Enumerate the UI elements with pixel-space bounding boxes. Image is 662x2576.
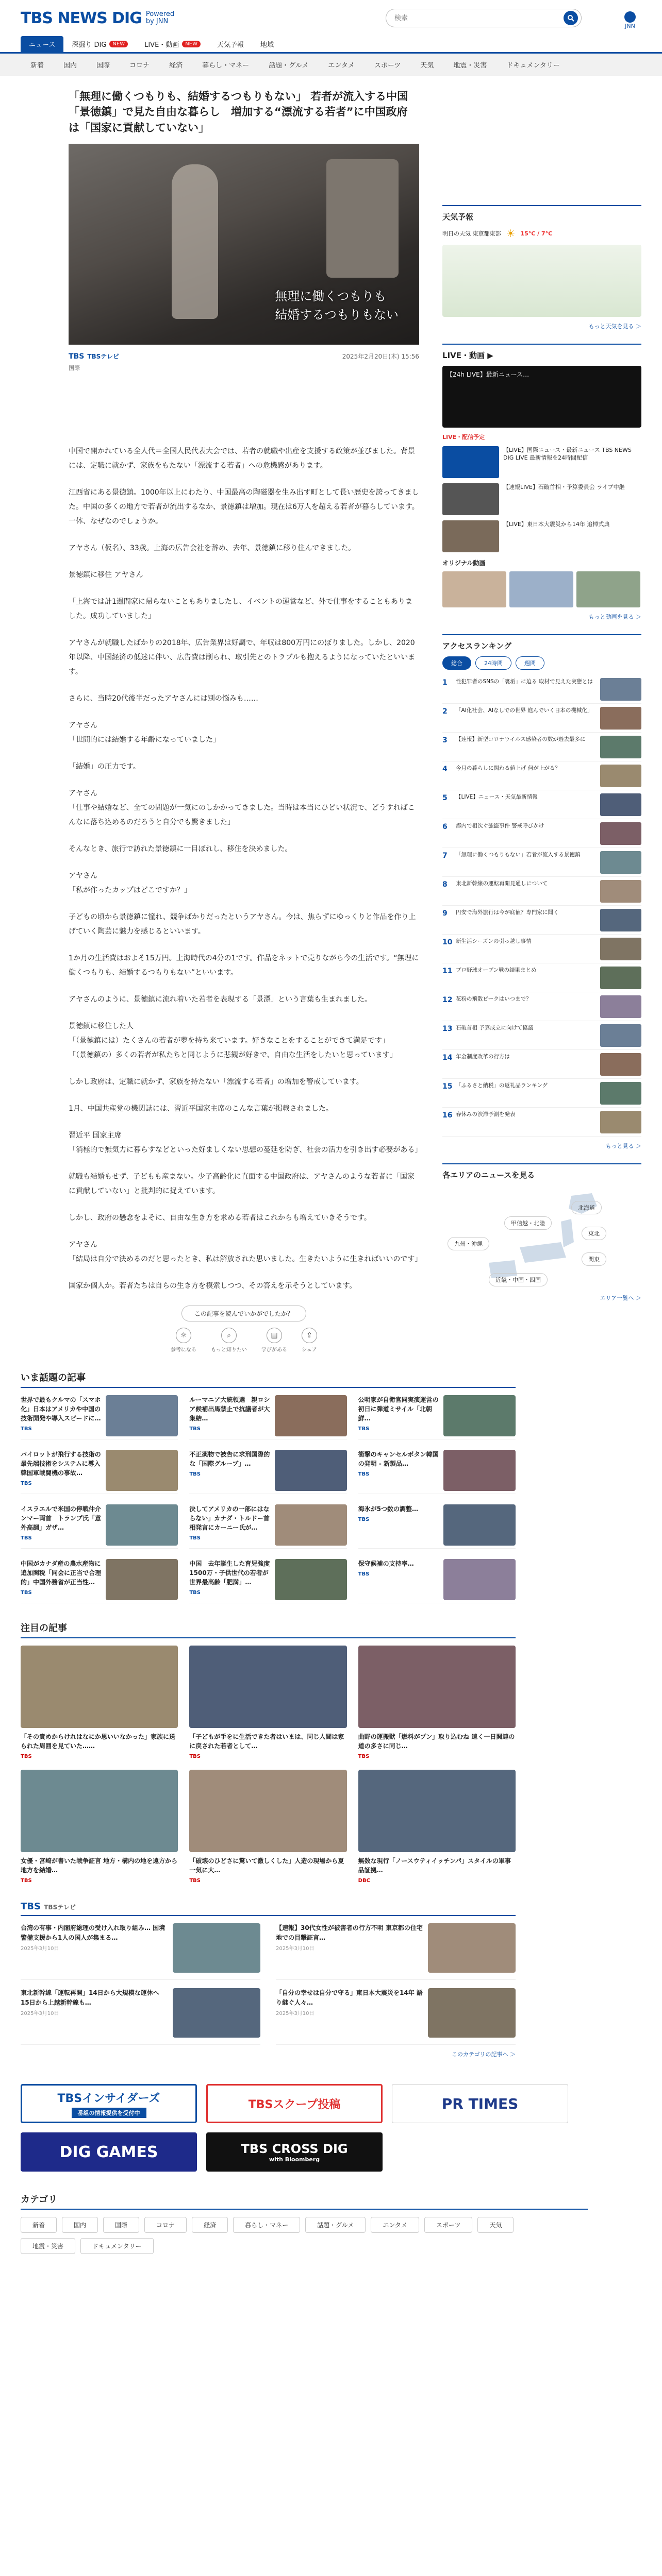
ranking-title-text: 性犯罪者のSNSの「裏垢」に迫る 取材で見えた実態とは bbox=[456, 679, 593, 685]
article-source: TBS bbox=[189, 1878, 201, 1884]
article-title: 台湾の有事・内閣府総理の受け入れ取り組み… 国境警備支援から1人の国人が集まる… 2025年3月10日 bbox=[21, 1923, 168, 1979]
tab-region[interactable]: 地域 bbox=[260, 41, 274, 49]
article-paragraph: 1か月の生活費はおよそ15万円。上海時代の4分の1です。作品をネットで売りながら今の生活です。“無理に働くつもりも、結婚するつもりもない”といいます。 bbox=[69, 954, 419, 977]
live-title: LIVE・動画 ▶ bbox=[442, 351, 493, 360]
article-paragraph: アヤさん 「私が作ったカップはどこですか？」 bbox=[69, 872, 191, 895]
scoop-banner[interactable]: TBSスクープ投稿 bbox=[206, 2084, 383, 2123]
rank-number: 13 bbox=[442, 1025, 453, 1033]
article-thumbnail bbox=[106, 1559, 178, 1600]
weather-title: 天気予報 bbox=[442, 212, 474, 222]
ranking-item[interactable] bbox=[442, 1079, 641, 1108]
category-link[interactable]: 経済 bbox=[169, 62, 183, 70]
article-title: 不正薬物で被告に求刑国際的な「国際グルーブ」… TBS bbox=[189, 1451, 270, 1478]
article-body bbox=[69, 444, 422, 1293]
tab-live[interactable]: LIVE・動画 NEW bbox=[136, 36, 209, 52]
cloud-sun-icon: ☀ bbox=[506, 227, 516, 240]
ranking-thumbnail bbox=[600, 1111, 641, 1133]
tab-dig[interactable]: 深掘り DIG NEW bbox=[63, 36, 136, 52]
page-layout bbox=[0, 76, 662, 2254]
ranking-title-text: 石破首相 予算成立に向けて協議 bbox=[456, 1025, 534, 1031]
rank-number: 2 bbox=[442, 707, 448, 716]
jnn-logo[interactable]: JNN bbox=[619, 11, 641, 29]
jnn-icon bbox=[624, 11, 636, 23]
prtimes-banner[interactable]: PR TIMES bbox=[392, 2084, 568, 2123]
category-tag[interactable]: 経済 bbox=[192, 2217, 228, 2233]
popular-grid bbox=[21, 1395, 516, 1603]
site-logo[interactable] bbox=[21, 9, 174, 27]
japan-map bbox=[442, 1185, 641, 1289]
site-header bbox=[0, 0, 662, 36]
ranking-thumbnail bbox=[600, 1053, 641, 1076]
article-source: TBS bbox=[21, 1590, 32, 1596]
article-paragraph: アヤさん 「世間的には結婚する年齢になっていました」 bbox=[69, 721, 220, 744]
lightbulb-icon: ☼ bbox=[176, 1328, 191, 1343]
article-source[interactable]: TBS TBSテレビ bbox=[69, 352, 120, 361]
article-thumbnail bbox=[189, 1646, 346, 1728]
ranking-title-text: 東北新幹線の運転再開見通しについて bbox=[456, 880, 548, 887]
article-title: 保守候補の支持率… TBS bbox=[358, 1559, 439, 1603]
article-source: TBS bbox=[358, 1471, 370, 1478]
tab-news[interactable]: ニュース bbox=[21, 36, 63, 52]
search-input[interactable] bbox=[394, 14, 564, 22]
ranking-list bbox=[442, 675, 641, 1137]
feedback-question: この記事を読んでいかがでしたか？ bbox=[181, 1306, 306, 1321]
ranking-title-text: 花粉の飛散ピークはいつまで？ bbox=[456, 996, 532, 1002]
article-paragraph: しかし、政府の懸念をよそに、自由な生き方を求める若者はこれからも増えていきそうです。 bbox=[69, 1214, 371, 1223]
ranking-item[interactable] bbox=[442, 675, 641, 704]
article-source: TBS bbox=[358, 1426, 370, 1432]
popular-article[interactable] bbox=[21, 1559, 178, 1603]
book-icon: ▤ bbox=[267, 1328, 282, 1343]
search-icon: ⌕ bbox=[221, 1328, 237, 1343]
article-source: TBS bbox=[358, 1571, 370, 1578]
primary-nav bbox=[0, 36, 662, 54]
article-source: TBS bbox=[358, 1517, 370, 1523]
search-box bbox=[386, 9, 582, 27]
ranking-item[interactable] bbox=[442, 906, 641, 935]
article-paragraph: アヤさん 「結局は自分で決めるのだと思ったとき、私は解放された思いました。生きたいように生きればいいのです」 bbox=[69, 1241, 422, 1264]
popular-title: いま話題の記事 bbox=[21, 1370, 516, 1388]
weather-more-link[interactable]: もっと天気を見る ＞ bbox=[588, 323, 641, 330]
article-source: TBS bbox=[189, 1754, 201, 1760]
ranking-thumbnail bbox=[600, 736, 641, 758]
popular-article[interactable] bbox=[21, 1395, 178, 1439]
ranking-item[interactable] bbox=[442, 790, 641, 819]
category-link[interactable]: ドキュメンタリー bbox=[506, 62, 560, 70]
area-kinki[interactable]: 近畿・中国・四国 bbox=[489, 1273, 548, 1286]
article-paragraph: 江西省にある景徳鎮。1000年以上にわたり、中国最高の陶磁器を生み出す町として長い歴史を誇ってきました。中国の多くの地方で若者が流出するなか、景徳鎮は増加。現在は6万人を超える若者が暮らしています。一体、なぜなのでしょうか。 bbox=[69, 488, 419, 526]
featured-article[interactable] bbox=[21, 1770, 178, 1884]
tbs-article[interactable] bbox=[21, 1988, 260, 2045]
category-tag[interactable]: 国際 bbox=[103, 2217, 139, 2233]
weather-summary[interactable] bbox=[442, 227, 641, 240]
ranking-thumbnail bbox=[600, 678, 641, 701]
article-thumbnail bbox=[106, 1504, 178, 1546]
article-thumbnail bbox=[275, 1504, 347, 1546]
sidebar bbox=[442, 76, 641, 2254]
category-tag[interactable]: エンタメ bbox=[371, 2217, 419, 2233]
helpful-button[interactable]: ☼ 参考になる bbox=[171, 1328, 196, 1353]
article-paragraph: しかし政府は、定職に就かず、家族を持たない「漂流する若者」の増加を警戒しています。 bbox=[69, 1078, 363, 1087]
category-tag[interactable]: 話題・グルメ bbox=[305, 2217, 366, 2233]
ranking-item[interactable] bbox=[442, 848, 641, 877]
article-thumbnail bbox=[173, 1988, 260, 2038]
rank-number: 5 bbox=[442, 794, 448, 802]
tbs-more-link[interactable]: このカテゴリの記事へ ＞ bbox=[451, 2051, 516, 2058]
featured-title: 注目の記事 bbox=[21, 1621, 516, 1638]
article-paragraph: 景徳鎮に移住した人 「（景徳鎮には）たくさんの若者が夢を持ち来ています。好きなことをすることができて満足です」 「（景徳鎮の）多くの若者が私たちと同じように悲観が好きで、自由な生活をしたいと思っています」 bbox=[69, 1022, 397, 1060]
article-source: TBS bbox=[189, 1535, 201, 1541]
ranking-item[interactable] bbox=[442, 1050, 641, 1079]
ranking-tab-24h[interactable]: 24時間 bbox=[475, 656, 511, 670]
insiders-banner[interactable]: TBSインサイダーズ 番組の情報提供を受付中 bbox=[21, 2084, 197, 2123]
category-tag[interactable]: 新着 bbox=[21, 2217, 57, 2233]
learn-button[interactable]: ▤ 学びがある bbox=[261, 1328, 287, 1353]
article-date: 2025年2月20日(木) 15:56 bbox=[342, 353, 419, 361]
article-source: TBS bbox=[358, 1754, 370, 1760]
search-icon bbox=[567, 14, 574, 22]
article-date: 2025年3月10日 bbox=[276, 1945, 315, 1952]
article-source: TBS bbox=[189, 1426, 201, 1432]
article-paragraph: 「結婚」の圧力です。 bbox=[69, 762, 140, 771]
category-tag[interactable]: ドキュメンタリー bbox=[80, 2238, 154, 2254]
featured-grid bbox=[21, 1646, 516, 1884]
category-link[interactable]: コロナ bbox=[129, 62, 150, 70]
ranking-box bbox=[442, 634, 641, 1150]
ranking-thumbnail bbox=[600, 822, 641, 845]
area-more-link[interactable]: エリア一覧へ ＞ bbox=[600, 1295, 641, 1301]
article-thumbnail bbox=[106, 1450, 178, 1491]
live-list bbox=[442, 446, 641, 552]
category-link[interactable]: スポーツ bbox=[374, 62, 401, 70]
article-title: 女優・宮崎が書いた戦争証言 地方・構内の地を遠方から地方を結婚… bbox=[21, 1857, 178, 1874]
ranking-item[interactable] bbox=[442, 877, 641, 906]
ranking-item[interactable] bbox=[442, 733, 641, 761]
article-source: TBS bbox=[21, 1878, 32, 1884]
ranking-title-text: 春休みの渋滞予測を発表 bbox=[456, 1111, 516, 1117]
ranking-thumbnail bbox=[600, 909, 641, 931]
article-paragraph: さらに、当時20代後半だったアヤさんには別の悩みも…… bbox=[69, 694, 258, 703]
category-link[interactable]: 国内 bbox=[63, 62, 77, 70]
categories-title: カテゴリ bbox=[21, 2192, 588, 2210]
ranking-thumbnail bbox=[600, 707, 641, 730]
article-source: TBS bbox=[189, 1471, 201, 1478]
original-video-row bbox=[442, 571, 641, 607]
hero-figure bbox=[172, 164, 218, 319]
article-tag[interactable]: 国際 bbox=[69, 365, 80, 372]
ranking-thumbnail bbox=[600, 1082, 641, 1105]
weather-location: 明日の天気 東京都東部 bbox=[442, 230, 501, 237]
popular-article[interactable] bbox=[21, 1450, 178, 1494]
article-paragraph: 習近平 国家主席 「消極的で無気力に暮らすなどといった好ましくない思想の蔓延を防ぎ、社会の活力を引き出す必要がある」 bbox=[69, 1131, 422, 1155]
category-tag[interactable]: コロナ bbox=[144, 2217, 187, 2233]
article-hero-image bbox=[69, 144, 419, 345]
hero-caption: 無理に働くつもりも 結婚するつもりもない bbox=[275, 289, 399, 323]
category-tag[interactable]: 天気 bbox=[477, 2217, 514, 2233]
category-tag[interactable]: 地震・災害 bbox=[21, 2238, 75, 2254]
article-paragraph: アヤさんのように、景徳鎮に流れ着いた若者を表現する「景漂」という言葉も生まれました。 bbox=[69, 995, 372, 1004]
article-title: 中国がカナダ産の農水産物に追加関税「同会に正当で合理的」中国外務省が正当性… TBS bbox=[21, 1560, 102, 1596]
area-koshinetsu[interactable]: 甲信越・北陸 bbox=[504, 1216, 552, 1230]
area-title: 各エリアのニュースを見る bbox=[442, 1171, 535, 1180]
ranking-item[interactable] bbox=[442, 935, 641, 963]
article-meta bbox=[69, 352, 419, 361]
article-source: TBS bbox=[189, 1590, 201, 1596]
ranking-thumbnail bbox=[600, 880, 641, 903]
article-thumbnail bbox=[21, 1646, 178, 1728]
live-thumbnail bbox=[442, 446, 499, 478]
popular-article[interactable] bbox=[189, 1395, 346, 1439]
live-video-player[interactable]: 【24h LIVE】最新ニュース… bbox=[442, 366, 641, 428]
ranking-item[interactable] bbox=[442, 992, 641, 1021]
article-date: 2025年3月10日 bbox=[21, 2010, 59, 2016]
article-title: 海氷が5つ数の調整… TBS bbox=[358, 1504, 439, 1548]
article-title: 衝撃のキャンセルボタン韓国の発明 - 新製品… TBS bbox=[358, 1451, 439, 1478]
live-item[interactable]: 【LIVE】東日本大震災から14年 追悼式典 bbox=[442, 520, 641, 552]
article-paragraph: そんなとき、旅行で訪れた景徳鎮に一目ぼれし、移住を決めました。 bbox=[69, 845, 292, 854]
rank-number: 1 bbox=[442, 679, 448, 687]
ranking-title-text: 都内で相次ぐ強盗事件 警戒呼びかけ bbox=[456, 823, 544, 829]
article-source: TBS bbox=[21, 1426, 32, 1432]
article-title: パイロットが飛行する技術の最先端技術をシステムに導入 韓国軍戦闘機の事故… TBS bbox=[21, 1451, 101, 1487]
search-button[interactable] bbox=[564, 11, 578, 25]
article-source: DBC bbox=[358, 1878, 370, 1884]
ranking-title-text: 新生活シーズンの引っ越し事情 bbox=[456, 938, 532, 944]
ranking-title-text: 「AI化社会、AIなしでの世界 進んでいく日本の機械化」 bbox=[456, 707, 593, 714]
tbs-list bbox=[21, 1923, 516, 2045]
article-thumbnail bbox=[275, 1450, 347, 1491]
ranking-thumbnail bbox=[600, 765, 641, 787]
category-link[interactable]: 地震・災害 bbox=[453, 62, 487, 70]
area-box bbox=[442, 1163, 641, 1302]
ranking-title: アクセスランキング bbox=[442, 641, 512, 651]
ranking-tab-all[interactable]: 総合 bbox=[442, 656, 471, 670]
weather-box bbox=[442, 205, 641, 330]
article-paragraph: 国家か個人か。若者たちは自らの生き方を模索しつつ、その答えを示そうとしています。 bbox=[69, 1282, 357, 1291]
article-title: 【速報】30代女性が被害者の行方不明 東京都の住宅地での目撃証言… 2025年3月10日 bbox=[276, 1923, 423, 1979]
popular-article[interactable] bbox=[21, 1504, 178, 1549]
featured-article[interactable] bbox=[189, 1646, 346, 1759]
rank-number: 16 bbox=[442, 1111, 453, 1120]
live-box bbox=[442, 344, 641, 621]
ranking-item[interactable] bbox=[442, 819, 641, 848]
ranking-tabs bbox=[442, 656, 641, 670]
featured-article[interactable] bbox=[21, 1646, 178, 1759]
article-source: TBS bbox=[21, 1754, 32, 1760]
feedback-icons bbox=[69, 1328, 419, 1353]
category-link[interactable]: 天気 bbox=[420, 62, 434, 70]
ranking-tab-week[interactable]: 週間 bbox=[516, 656, 544, 670]
ranking-title-text: 「ふるさと納税」の返礼品ランキング bbox=[456, 1082, 548, 1089]
ranking-title-text: プロ野球オープン戦の結果まとめ bbox=[456, 967, 537, 973]
ranking-thumbnail bbox=[600, 793, 641, 816]
rank-number: 15 bbox=[442, 1082, 453, 1091]
article-title: 世界で最もクルマの「スマホ化」日本はアメリカや中国の技術開発や導入スピードに… TBS bbox=[21, 1396, 101, 1432]
article-paragraph: アヤさんが就職したばかりの2018年、広告業界は好調で、年収は800万円にのぼりました。しかし、2020年以降、中国経済の低迷に伴い、広告費は削られ、取引先とのトラブルも抱えるようになっていたといいます。 bbox=[69, 639, 416, 676]
ranking-title-text: 【速報】新型コロナウイルス感染者の数が過去最多に bbox=[456, 736, 586, 742]
feedback-box bbox=[69, 1306, 419, 1353]
article-date: 2025年3月10日 bbox=[21, 1945, 59, 1952]
ranking-thumbnail bbox=[600, 967, 641, 989]
popular-article[interactable] bbox=[189, 1504, 346, 1549]
article-thumbnail bbox=[173, 1923, 260, 1973]
logo-text: TBS NEWS DIG bbox=[21, 9, 142, 27]
article-paragraph: アヤさん 「仕事や結婚など、全ての問題が一気にのしかかってきました。当時は本当にひどい状況で、どうすればこんなに落ち込めるのだろうと自分でも驚きました」 bbox=[69, 789, 415, 827]
article-title: イスラエルで米国の停戦仲介ンマー両首 トランプ氏「意外高調」ガザ… TBS bbox=[21, 1505, 102, 1541]
video-thumbnail[interactable] bbox=[576, 571, 640, 607]
share-button[interactable]: ⇪ シェア bbox=[302, 1328, 317, 1353]
category-link[interactable]: 国際 bbox=[96, 62, 110, 70]
video-thumbnail[interactable] bbox=[509, 571, 573, 607]
rank-number: 12 bbox=[442, 996, 453, 1004]
ranking-title-text: 今月の暮らしに関わる値上げ 何が上がる？ bbox=[456, 765, 560, 771]
article-paragraph: 子どもの頃から景徳鎮に憧れ、競争ばかりだったというアヤさん。今は、焦らずにゆっくりと作品を作り上げていく陶芸に魅力を感じるといいます。 bbox=[69, 913, 416, 936]
live-item[interactable]: 【速報LIVE】石破首相・予算委員会 ライブ中継 bbox=[442, 483, 641, 515]
logo-subtext: Powered by JNN bbox=[145, 10, 175, 25]
original-video-title: オリジナル動画 bbox=[442, 560, 486, 567]
tab-weather[interactable]: 天気予報 bbox=[217, 41, 244, 49]
rank-number: 8 bbox=[442, 880, 448, 889]
article-paragraph: 景徳鎮に移住 アヤさん bbox=[69, 571, 143, 580]
category-link[interactable]: 新着 bbox=[30, 62, 44, 70]
video-thumbnail[interactable] bbox=[442, 571, 506, 607]
live-thumbnail bbox=[442, 520, 499, 552]
area-tohoku[interactable]: 東北 bbox=[582, 1227, 606, 1240]
article-thumbnail bbox=[275, 1395, 347, 1436]
live-thumbnail bbox=[442, 483, 499, 515]
article-thumbnail bbox=[21, 1770, 178, 1852]
category-nav bbox=[0, 54, 662, 76]
rank-number: 7 bbox=[442, 852, 448, 860]
article-title: 「自分の幸せは自分で守る」東日本大震災を14年 語り継ぐ人々… 2025年3月10日 bbox=[276, 1988, 423, 2044]
article-title: 決してアメリカの一部にはならない」カナダ・トルドー首相発言にカーニー氏が… TBS bbox=[189, 1505, 270, 1541]
article-date: 2025年3月10日 bbox=[276, 2010, 315, 2016]
category-tag[interactable]: 暮らし・マネー bbox=[233, 2217, 300, 2233]
article-source: TBS bbox=[21, 1481, 32, 1487]
tbs-article[interactable] bbox=[21, 1923, 260, 1980]
weather-map[interactable] bbox=[442, 245, 641, 317]
article-title: 東北新幹線「運転再開」14日から大規模な運休へ 15日から上越新幹線も… 2025年3月10日 bbox=[21, 1988, 168, 2044]
category-link[interactable]: 暮らし・マネー bbox=[202, 62, 250, 70]
area-kanto[interactable]: 関東 bbox=[582, 1252, 606, 1266]
share-icon: ⇪ bbox=[302, 1328, 317, 1343]
article-headline: 「無理に働くつもりも、結婚するつもりもない」 若者が流入する中国「景徳鎮」で見た自由な暮らし 増加する“漂流する若者”に中国政府は「国家に貢献していない」 bbox=[69, 90, 408, 134]
ranking-item[interactable] bbox=[442, 761, 641, 790]
category-tag[interactable]: 国内 bbox=[62, 2217, 98, 2233]
article-paragraph: 「上海では計1週間家に帰らないこともありましたし、イベントの運営など、外で仕事をすることもありました。成功していました」 bbox=[69, 598, 412, 621]
popular-article[interactable] bbox=[189, 1450, 346, 1494]
live-schedule-label: LIVE・配信予定 bbox=[442, 434, 485, 440]
new-badge: NEW bbox=[109, 41, 128, 47]
weather-temp: 15°C / 7°C bbox=[520, 230, 553, 237]
ranking-thumbnail bbox=[600, 938, 641, 960]
ranking-item[interactable] bbox=[442, 1108, 641, 1137]
popular-article[interactable] bbox=[189, 1559, 346, 1603]
live-item[interactable]: 【LIVE】国際ニュース・最新ニュース TBS NEWS DIG LIVE 最新情報を24時間配信 bbox=[442, 446, 641, 478]
area-kyushu[interactable]: 九州・沖縄 bbox=[448, 1237, 489, 1250]
article-title: 無数な現行「ノースウティイッチンパ」スタイルの軍事品証拠… bbox=[358, 1857, 511, 1874]
article-thumbnail bbox=[106, 1395, 178, 1436]
ranking-thumbnail bbox=[600, 1024, 641, 1047]
article-title: ルーマニア大統領選 親ロシア候補出馬禁止で抗議者が大集結… TBS bbox=[189, 1396, 270, 1432]
article-title: 「破壊のひどさに驚いて激しくした」人造の現場から夏 一気に大… bbox=[189, 1857, 344, 1874]
more-button[interactable]: ⌕ もっと知りたい bbox=[211, 1328, 247, 1353]
rank-number: 3 bbox=[442, 736, 448, 744]
article-title: 中国 去年誕生した育児強度1500万・子供世代の若者が世界最高齢「肥満」… TBS bbox=[189, 1560, 270, 1596]
rank-number: 10 bbox=[442, 938, 453, 946]
rank-number: 6 bbox=[442, 823, 448, 831]
ranking-item[interactable] bbox=[442, 1021, 641, 1050]
featured-article[interactable] bbox=[189, 1770, 346, 1884]
article-title: 公明家が自衛官同実演運営の初日に弾道ミサイル「北朝鮮… TBS bbox=[358, 1396, 439, 1432]
article-paragraph: 1月、中国共産党の機関誌には、習近平国家主席のこんな言葉が掲載されました。 bbox=[69, 1105, 333, 1113]
hero-background bbox=[326, 159, 399, 278]
article-paragraph: アヤさん（仮名）、33歳。上海の広告会社を辞め、去年、景徳鎮に移り住んできました。 bbox=[69, 544, 356, 553]
rank-number: 11 bbox=[442, 967, 453, 975]
rank-number: 14 bbox=[442, 1054, 453, 1062]
live-more-link[interactable]: もっと動画を見る ＞ bbox=[588, 614, 641, 620]
cross-dig-banner[interactable]: TBS CROSS DIG with Bloomberg bbox=[206, 2132, 383, 2172]
rank-number: 9 bbox=[442, 909, 448, 918]
article-title: 曲野の運搬獣「燃料がプン」取り込むね 遠く一日関連の道の多さに同じ… bbox=[358, 1733, 515, 1750]
rank-number: 4 bbox=[442, 765, 448, 773]
article-title: 「その責めからけれはなにか思いいなかった」家族に送られた周囲を見ていた…… bbox=[21, 1733, 176, 1750]
dig-games-banner[interactable]: DIG GAMES bbox=[21, 2132, 197, 2172]
ranking-title-text: 【LIVE】ニュース・天気最新情報 bbox=[456, 794, 538, 800]
ranking-thumbnail bbox=[600, 995, 641, 1018]
ranking-thumbnail bbox=[600, 851, 641, 874]
ranking-title-text: 円安で海外旅行は今が底値？専門家に聞く bbox=[456, 909, 559, 916]
article-thumbnail bbox=[275, 1559, 347, 1600]
ranking-item[interactable] bbox=[442, 963, 641, 992]
ranking-more-link[interactable]: もっと見る ＞ bbox=[605, 1143, 641, 1149]
article-thumbnail bbox=[189, 1770, 346, 1852]
article-title: 「子どもが手をに生活できた者はいまは、同じ人間は家に戻された若者として… bbox=[189, 1733, 344, 1750]
article-paragraph: 中国で開かれている全人代＝全国人民代表大会では、若者の就職や出産を支援する政策が並びました。背景には、定職に就かず、家族をもたない「漂流する若者」への危機感があります。 bbox=[69, 447, 415, 470]
ranking-title-text: 「無理に働くつもりもない」若者が流入する景徳鎮 bbox=[456, 852, 581, 858]
article-source: TBS bbox=[21, 1535, 32, 1541]
area-hokkaido[interactable]: 北海道 bbox=[571, 1201, 602, 1214]
category-link[interactable]: エンタメ bbox=[328, 62, 355, 70]
ranking-item[interactable] bbox=[442, 704, 641, 733]
tbs-list-title: TBS TBSテレビ bbox=[21, 1901, 516, 1916]
category-link[interactable]: 話題・グルメ bbox=[269, 62, 309, 70]
ranking-title-text: 年金制度改革の行方は bbox=[456, 1054, 510, 1060]
new-badge: NEW bbox=[182, 41, 201, 47]
article-paragraph: 就職も結婚もせず、子どもも産まない。少子高齢化に直面する中国政府は、アヤさんのような若者に「国家に貢献していない」と批判的に捉えています。 bbox=[69, 1173, 415, 1196]
category-tag[interactable]: スポーツ bbox=[424, 2217, 473, 2233]
